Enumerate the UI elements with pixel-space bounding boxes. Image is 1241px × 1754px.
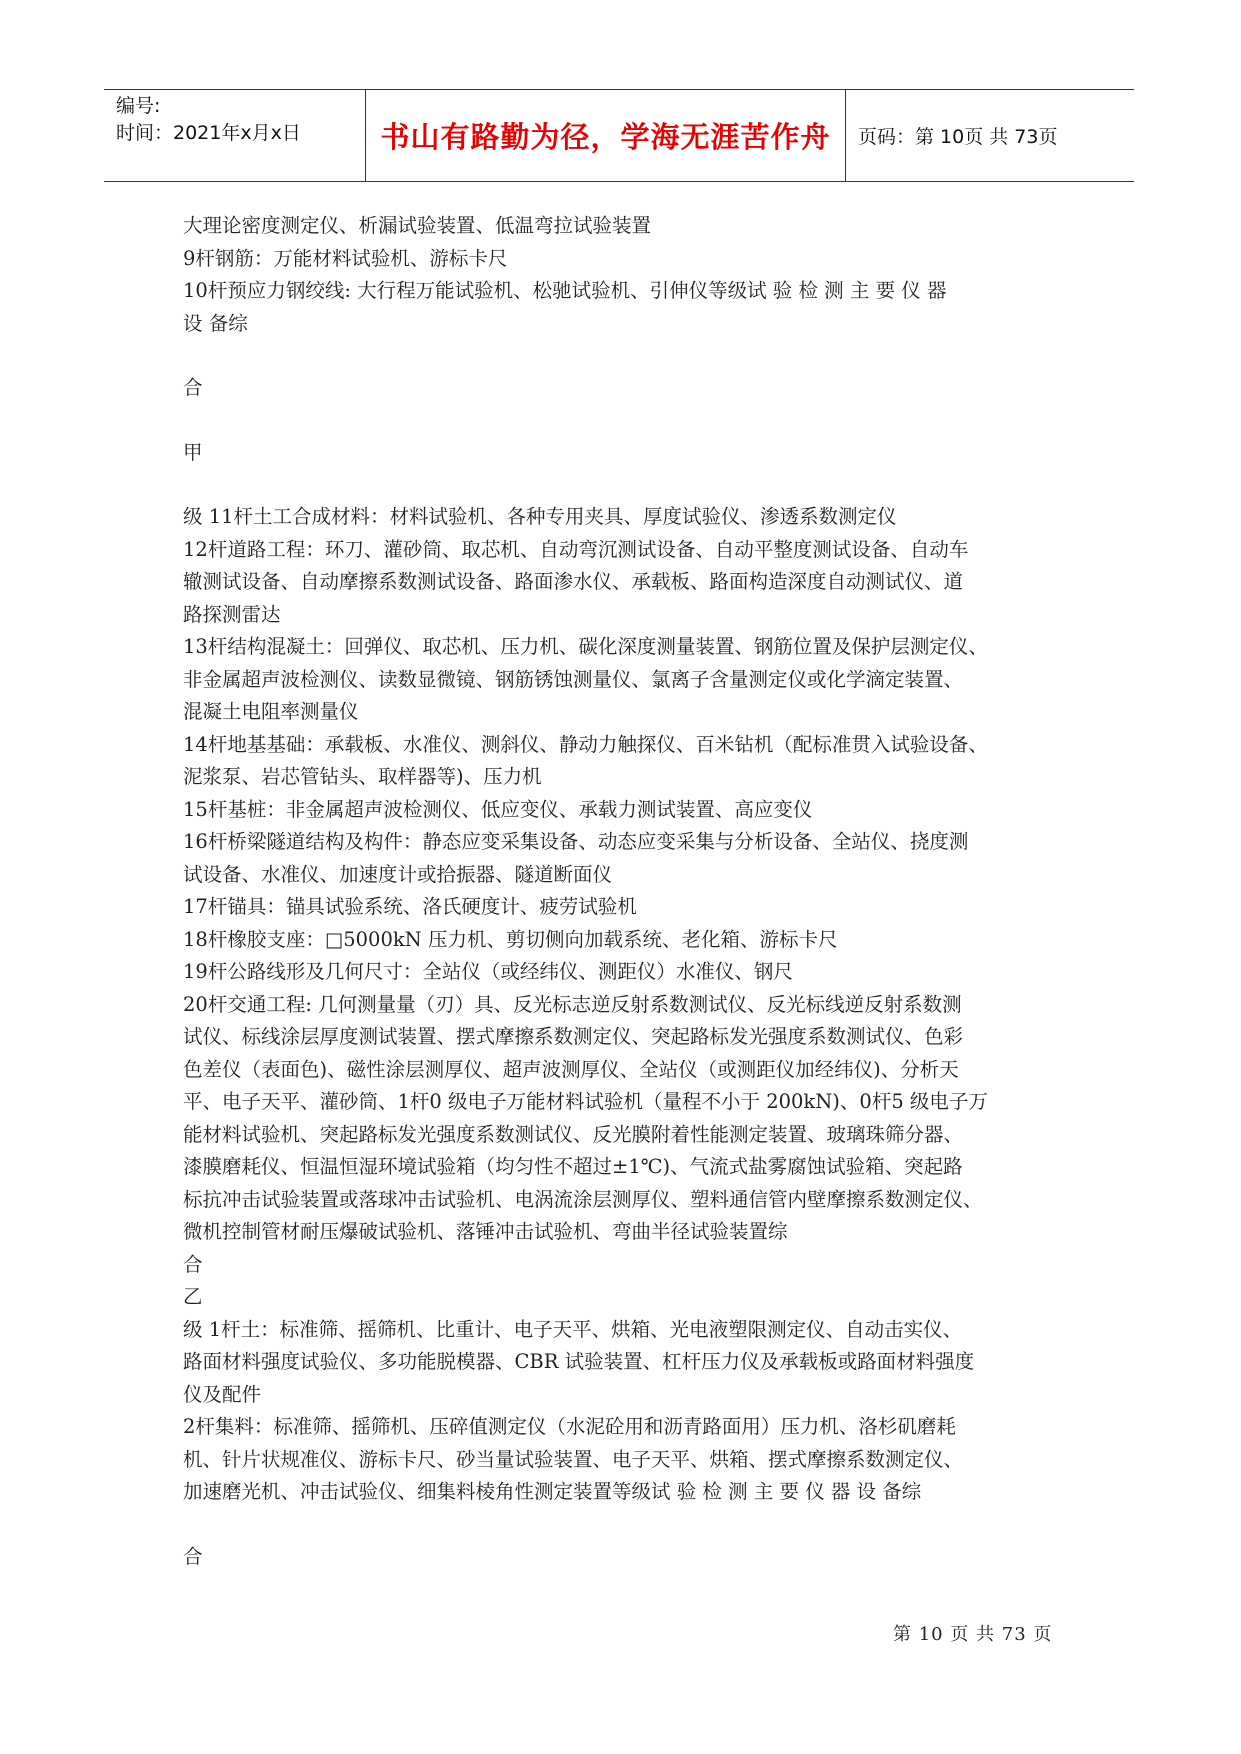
blank-line xyxy=(183,340,1143,372)
body-line: 13杆结构混凝土：回弹仪、取芯机、压力机、碳化深度测量装置、钢筋位置及保护层测定仪、 xyxy=(183,635,988,658)
body-line: 仪及配件 xyxy=(183,1382,262,1406)
body-line: 色差仪（表面色)、磁性涂层测厚仪、超声波测厚仪、全站仪（或测距仪加经纬仪)、分析天 xyxy=(183,1057,959,1081)
body-line: 漆膜磨耗仪、恒温恒湿环境试验箱（均匀性不超过±1℃)、气流式盐雾腐蚀试验箱、突起路 xyxy=(183,1155,963,1178)
body-line: 合 xyxy=(183,1544,203,1568)
header-page-label: 页码：第 10页 共 73页 xyxy=(858,126,1058,148)
body-line: 路面材料强度试验仪、多功能脱模器、CBR 试验装置、杠杆压力仪及承载板或路面材料强度 xyxy=(183,1350,975,1373)
blank-line xyxy=(183,1509,1143,1541)
body-line: 12杆道路工程：环刀、灌砂筒、取芯机、自动弯沉测试设备、自动平整度测试设备、自动车 xyxy=(183,537,969,561)
body-line: 试仪、标线涂层厚度测试装置、摆式摩擦系数测定仪、突起路标发光强度系数测试仪、色彩 xyxy=(183,1025,964,1048)
blank-line xyxy=(183,405,1143,437)
body-line: 20杆交通工程: 几何测量量（刃）具、反光标志逆反射系数测试仪、反光标线逆反射系数测 xyxy=(183,992,962,1016)
body-line: 17杆锚具：锚具试验系统、洛氏硬度计、疲劳试验机 xyxy=(183,895,637,918)
body-line: 混凝土电阻率测量仪 xyxy=(183,700,359,723)
body-line: 路探测雷达 xyxy=(183,602,281,626)
body-line: 10杆预应力钢绞线: 大行程万能试验机、松驰试验机、引伸仪等级试 验 检 测 主 要 仪 器 xyxy=(183,279,947,302)
body-line: 乙 xyxy=(183,1285,203,1308)
body-line: 设 备综 xyxy=(183,311,248,335)
body-line: 能材料试验机、突起路标发光强度系数测试仪、反光膜附着性能测定装置、玻璃珠筛分器、 xyxy=(183,1122,964,1146)
document-body xyxy=(183,210,1143,1573)
body-line: 试设备、水准仪、加速度计或拾振器、隧道断面仪 xyxy=(183,862,613,886)
body-line: 机、针片状规准仪、游标卡尺、砂当量试验装置、电子天平、烘箱、摆式摩擦系数测定仪、 xyxy=(183,1447,964,1471)
body-line: 级 1杆土：标准筛、摇筛机、比重计、电子天平、烘箱、光电液塑限测定仪、自动击实仪、 xyxy=(183,1317,963,1341)
body-line: 标抗冲击试验装置或落球冲击试验机、电涡流涂层测厚仪、塑料通信管内壁摩擦系数测定仪、 xyxy=(183,1187,983,1211)
motto-text: 书山有路勤为径，学海无涯苦作舟 xyxy=(380,120,831,154)
body-line: 16杆桥梁隧道结构及构件：静态应变采集设备、动态应变采集与分析设备、全站仪、挠度测 xyxy=(183,830,969,853)
body-line: 平、电子天平、灌砂筒、1杆0 级电子万能材料试验机（量程不小于 200kN)、0杆5 级电子万 xyxy=(183,1090,988,1113)
body-line: 合 xyxy=(183,376,203,399)
body-line: 14杆地基基础：承载板、水准仪、测斜仪、静动力触探仪、百米钻机（配标准贯入试验设备、 xyxy=(183,732,988,756)
body-line: 辙测试设备、自动摩擦系数测试设备、路面渗水仪、承载板、路面构造深度自动测试仪、道 xyxy=(183,570,964,593)
blank-line xyxy=(183,469,1143,501)
document-number-label: 编号: xyxy=(116,95,161,117)
header-motto-cell xyxy=(366,90,846,181)
page-header xyxy=(104,89,1134,182)
body-line: 非金属超声波检测仪、读数显微镜、钢筋锈蚀测量仪、氯离子含量测定仪或化学滴定装置、 xyxy=(183,667,964,691)
body-line: 泥浆泵、岩芯管钻头、取样器等)、压力机 xyxy=(183,765,542,788)
body-line: 2杆集料：标准筛、摇筛机、压碎值测定仪（水泥砼用和沥青路面用）压力机、洛杉矶磨耗 xyxy=(183,1415,956,1438)
document-time-label: 时间：2021年x月x日 xyxy=(116,122,301,144)
body-line: 级 11杆土工合成材料：材料试验机、各种专用夹具、厚度试验仪、渗透系数测定仪 xyxy=(183,505,897,528)
header-meta xyxy=(104,90,366,181)
body-line: 15杆基桩：非金属超声波检测仪、低应变仪、承载力测试装置、高应变仪 xyxy=(183,797,813,821)
header-page-cell xyxy=(846,90,1134,181)
page-footer: 第 10 页 共 73 页 xyxy=(893,1624,1053,1645)
body-line: 加速磨光机、冲击试验仪、细集料棱角性测定装置等级试 验 检 测 主 要 仪 器 设 备综 xyxy=(183,1480,922,1503)
body-line: 合 xyxy=(183,1252,203,1276)
body-line: 9杆钢筋：万能材料试验机、游标卡尺 xyxy=(183,246,508,270)
body-line: 微机控制管材耐压爆破试验机、落锤冲击试验机、弯曲半径试验装置综 xyxy=(183,1220,788,1243)
body-line: 18杆橡胶支座：□5000kN 压力机、剪切侧向加载系统、老化箱、游标卡尺 xyxy=(183,927,838,951)
body-line: 甲 xyxy=(183,440,203,464)
body-line: 19杆公路线形及几何尺寸：全站仪（或经纬仪、测距仪）水准仪、钢尺 xyxy=(183,960,793,983)
body-line: 大理论密度测定仪、析漏试验装置、低温弯拉试验装置 xyxy=(183,214,652,237)
